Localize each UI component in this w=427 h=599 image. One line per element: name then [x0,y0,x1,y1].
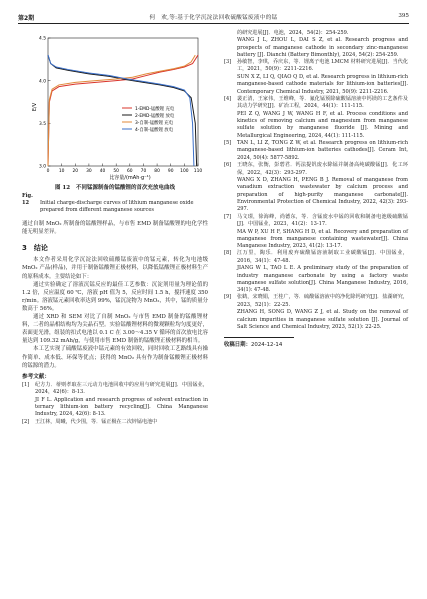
legend-label-1: 1-EMD-锰酸锂 充电 [135,107,175,112]
left-column [22,30,208,426]
x-tick-label-5: 50 [113,169,119,174]
y-tick-label-0: 3.0 [39,164,46,170]
received-date: 收稿日期：2024-12-14 [224,342,283,349]
chart-axes [39,36,202,174]
reference-3-en: SUN X Z, LI Q, QIAO Q D, et al. Research progress in lithium-rich manganese-based cathode materials for lithium-ion batteries[J]. Contemporary Chemical Industry, 2021, 50(9): 2211-2216. [237,74,408,95]
reference-2-cont: 的研究进展[J]．电池，2024，54(2)：254-259. [237,30,349,36]
paragraph-summary: 本工艺实现了硫酸锰废液中锰元素的有效回收，同时回收工艺路线具有操作简单、成本低、环保等优点；获得的 MnO₂ 具有作为制备锰酸锂正极材料的锰源的潜力。 [22,346,208,369]
page-number: 395 [398,13,409,19]
x-tick-label-2: 20 [72,169,79,174]
figure-title-en: Initial charge-discharge curves of lithium manganese oxide prepared from different manganese sources [40,200,194,214]
figure-number-en: Fig. 12 [22,193,33,207]
reference-8: [8] 江万里，陶乐．利用废弃硫酸锰溶液制取工业碳酸锰[J]．中国锰业，2016，34(1)：47-48. [224,250,408,264]
reference-7-en: MA W P, XU H F, SHANG H D, et al. Recovery and preparation of manganese from manganese containing wastewater[J]. China Manganese Industry, 2023, 41(2): 13-17. [237,228,408,250]
figure-12 [22,30,208,182]
x-tick-label-9: 90 [167,169,174,174]
reference-1: [1] 纪方力．蒂则孝取在三元动力电池回收中的应用与研究进展[J]．中国锰业，2024，42(6)：8-13. [22,381,208,396]
x-tick-label-8: 80 [154,169,160,174]
figure-caption-en [22,193,208,214]
x-tick-label-3: 30 [86,169,92,174]
header-rule [18,23,409,24]
figure-title-cn: 不同锰源制备的锰酸锂的首次充放电曲线 [76,185,176,191]
series-line-1 [48,55,198,166]
legend-label-4: 4-自制-锰酸锂 放电 [135,128,174,133]
legend-label-2: 2-EMD-锰酸锂 放电 [135,114,175,119]
x-axis-label: 比容量/(mAh·g⁻¹) [109,175,151,181]
y-tick-label-1: 3.5 [39,121,46,127]
legend-label-3: 3-自制-锰酸锂 充电 [135,121,174,126]
references-heading: 参考文献： [22,373,50,380]
paragraph-intro: 本文作者采用化学沉淀法回收硫酸锰废液中的锰元素，转化为电池级 MnO₂ 产品(样品)，并用于制备锰酸锂正极材料，以降低锰酸锂正极材料生产的原料成本。主要结论如下： [22,257,208,280]
chart-legend [122,105,175,133]
y-axis-label: E/V [32,102,38,112]
chart-series [48,55,198,166]
section-heading-conclusion: 3 结论 [22,244,48,253]
reference-7: [7] 马文璟，徐海峰，尚德东，等．含锰废水中锰的回收和制备电池级硫酸锰[J]．中国锰业，2023，41(2)：13-17. [224,213,408,227]
charge-discharge-chart [22,30,208,182]
reference-9-en: ZHANG H, SONG D, WANG Z J, et al. Study on the removal of calcium impurities in manganese sulfate solution [J]. Journal of Salt Science and Chemical Industry, 2023, 52(1): 22-25. [237,309,408,330]
reference-1-en: JI F L. Application and research progress of solvent extraction in ternary lithium-ion battery recycling[J]. China Manganese Industry, 2024, 42(6): 8-13. [35,396,208,418]
x-tick-label-4: 40 [99,169,106,174]
plot-frame [48,38,198,166]
paragraph-figure-conclusion: 通过自制 MnO₂ 所制备的锰酸锂样品，与市售 EMD 制备锰酸锂的电化学性能无明显差异。 [22,221,208,236]
legend-item-4 [122,126,174,133]
y-tick-label-3: 4.5 [39,36,46,42]
x-tick-label-1: 10 [58,169,65,174]
x-tick-label-7: 70 [140,169,147,174]
legend-item-2 [122,112,175,119]
reference-6: [6] 王晓东，张衡，彭碧君．钙法提钒废水除锰并制备高纯碳酸锰[J]．化工环保，2022，42(3)：293-297. [224,162,408,176]
reference-6-en: WANG X D, ZHANG H, PENG B J. Removal of manganese from vanadium extraction wastewater by calcium process and preparation of high-purity manganese carbonate[J]. Environmental Protection of Chemical Industry, 2022, 42(3): 293-297. [237,177,408,213]
legend-item-1 [122,105,175,112]
reference-4-en: PEI Z Q, WANG J W, WANG H F, et al. Process conditions and kinetics of removing calcium and magnesium from manganese sulfate solution by manganese fluoride [J]. Mining and Metallurgical Engineering, 2024, 44(1): 111-115. [237,110,408,139]
x-tick-label-10: 100 [180,169,189,174]
right-column [224,30,408,349]
paragraph-process: 通过实验确定了溶液沉锰反应的最佳工艺参数：沉淀剂用量为理论值的 1.2 倍，反应温度 60 ℃，溶液 pH 值为 5，反应时间 1.5 h，搅拌速度 350 r/min。溶液锰元素回收率达到 99%，锰沉淀物为 MnO₂，其中，锰的质量分数高于 56%。 [22,281,208,312]
x-tick-label-0: 0 [46,169,50,174]
paragraph-xrd-sem: 通过 XRD 和 SEM 对比了自制 MnO₂ 与市售 EMD 制备的锰酸锂材料，二者的晶相结构均为尖晶石型。实验锰酸锂材料的微观颗粒均匀度更好，表面更光滑，组装的扣式电池以 0.1 C 在 3.00～4.35 V 循环的首次放电比容量达到 109.32 mAh/g，与使用市售 EMD 制备的锰酸锂正极材料的相当。 [22,314,208,345]
x-tick-label-11: 110 [193,169,203,174]
reference-3: [3] 孙敏智，李琪，乔庆东，等．锂离子电池 LMCM 材料研究进展[J]．当代化工，2021，50(9)：2211-2216. [224,59,408,73]
reference-2-en: WANG J L, ZHOU L, DAI S Z, et al. Research progress and prospects of manganese cathode in secondary zinc-manganese battery [J]. Dianchi (Battery Bimonthly), 2024, 54(2): 254-259. [237,37,408,58]
reference-9: [9] 张鹤，宋晓娟，王桂广，等．硫酸锰溶液中的净化除钙研究[J]．盐湖研究，2023，52(1)：22-25. [224,294,408,308]
reference-4: [4] 裴正清，王家伟，王维峰，等．氟化锰预除硫酸锰溶液中钙镁的工艺条件及其动力学研究[J]．矿冶工程，2024，44(1)：111-115. [224,95,408,110]
figure-number-cn: 图 12 [54,185,71,191]
reference-8-en: JIANG W L, TAO L E. A preliminary study of the preparation of industry manganese carbonate by using a factory waste manganese sulfate solution[J]. China Manganese Industry, 2016, 34(1): 47-48. [237,265,408,294]
issue-label: 第2期 [18,15,35,22]
legend-item-3 [122,119,174,126]
x-tick-label-6: 60 [127,169,133,174]
figure-caption-cn [22,184,208,192]
received-rule [224,337,294,338]
reference-2: [2] 王江林，周曦，代少围，等．锰正极在二次锌锰电池中 [22,418,158,425]
series-line-2 [48,55,197,166]
reference-5: [5] TAN L, LI Z, TONG Z W, et al. Research progress on lithium-rich manganese-based lithium-ion batteries cathodes[J]. Ceram Int, 2024, 50(4): 5877-5892. [224,140,408,161]
running-title: 何 欢,等:基于化学沉淀法回收硫酸锰废液中的锰 [149,15,278,21]
y-tick-label-2: 4.0 [39,79,46,85]
